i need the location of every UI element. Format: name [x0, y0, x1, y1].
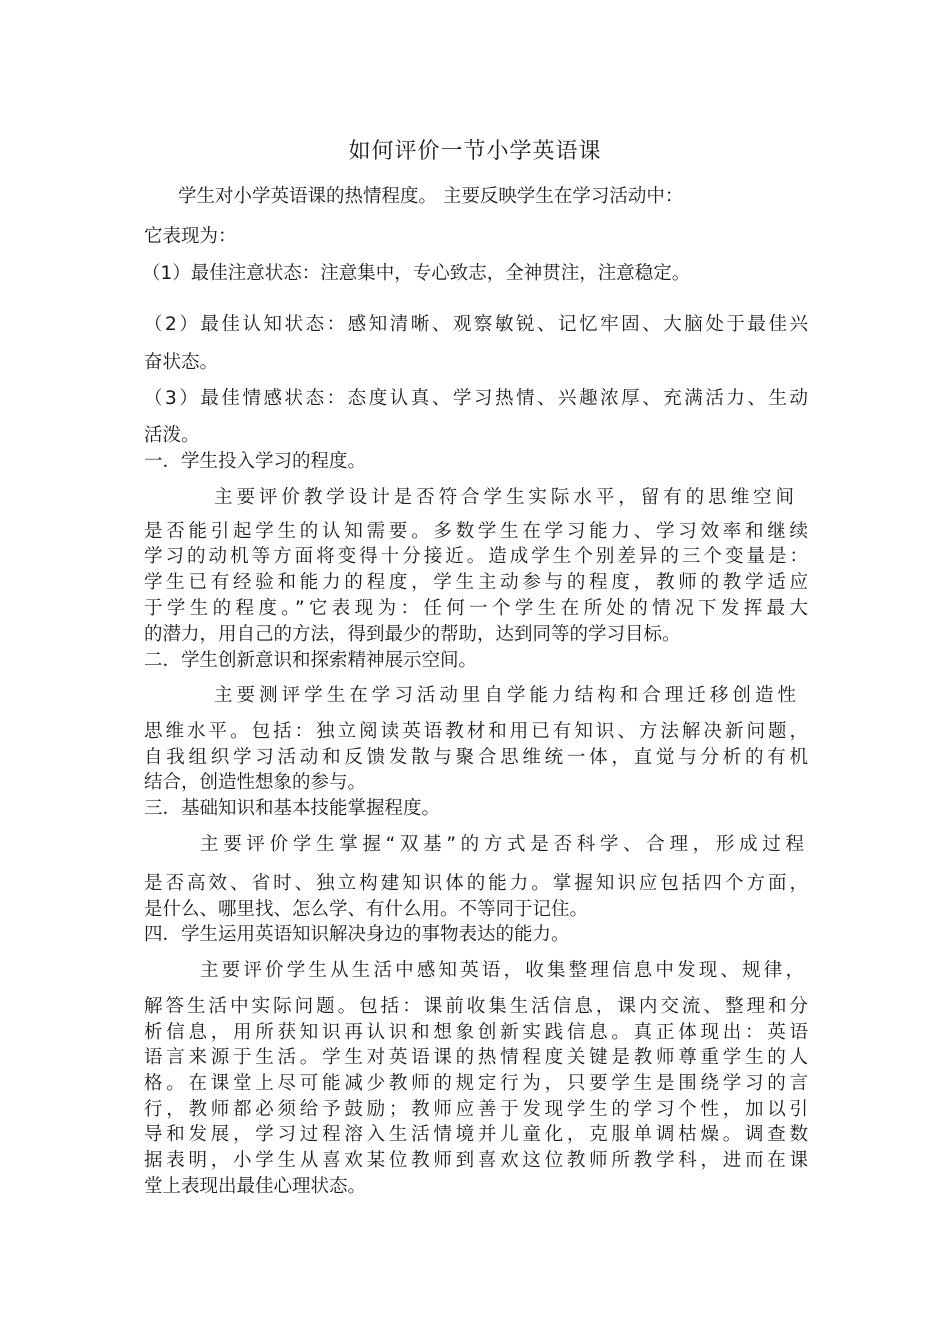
section-heading: 一．学生投入学习的程度。	[144, 451, 367, 472]
text-line: 活泼。	[144, 425, 200, 446]
text-line: 学生对小学英语课的热情程度。 主要反映学生在学习活动中：	[178, 186, 684, 207]
text-line: 奋状态。	[144, 352, 219, 373]
text-line: 它表现为：	[144, 226, 237, 247]
text-line: 是什么、哪里找、怎么学、有什么用。不等同于记住。	[144, 899, 589, 920]
text-line: 主要评价教学设计是否符合学生实际水平，留有的思维空间	[214, 487, 794, 508]
text-line: 据表明，小学生从喜欢某位教师到喜欢这位教师所教学科，进而在课	[144, 1150, 808, 1171]
text-line: 格。在课堂上尽可能减少教师的规定行为，只要学生是围绕学习的言	[144, 1073, 808, 1094]
text-line: 主要评价学生掌握“双基”的方式是否科学、合理，形成过程	[200, 834, 804, 855]
text-line: 行，教师都必须给予鼓励；教师应善于发现学生的学习个性，加以引	[144, 1099, 808, 1120]
section-heading: 二．学生创新意识和探索精神展示空间。	[144, 650, 478, 671]
section-heading: 三．基础知识和基本技能掌握程度。	[144, 798, 441, 819]
text-line: （1）最佳注意状态：注意集中，专心致志，全神贯注，注意稳定。	[142, 263, 691, 284]
text-line: 自我组织学习活动和反馈发散与聚合思维统一体，直觉与分析的有机	[144, 747, 808, 768]
document-title: 如何评价一节小学英语课	[348, 139, 602, 164]
text-line: 语言来源于生活。学生对英语课的热情程度关键是教师尊重学生的人	[144, 1047, 808, 1068]
text-line: 堂上表现出最佳心理状态。	[144, 1176, 367, 1197]
text-line: 析信息，用所获知识再认识和想象创新实践信息。真正体现出：英语	[144, 1022, 808, 1043]
text-line: 学习的动机等方面将变得十分接近。造成学生个别差异的三个变量是：	[144, 546, 808, 567]
text-line: 解答生活中实际问题。包括：课前收集生活信息，课内交流、整理和分	[144, 996, 808, 1017]
text-line: 导和发展，学习过程溶入生活情境并儿童化，克服单调枯燥。调查数	[144, 1124, 808, 1145]
text-line: 主要评价学生从生活中感知英语，收集整理信息中发现、规律，	[200, 960, 804, 981]
section-heading: 四．学生运用英语知识解决身边的事物表达的能力。	[144, 924, 570, 945]
text-line: 思维水平。包括：独立阅读英语教材和用已有知识、方法解决新问题，	[144, 721, 808, 742]
text-line: （2）最佳认知状态：感知清晰、观察敏锐、记忆牢固、大脑处于最佳兴	[144, 314, 808, 335]
text-line: 是否能引起学生的认知需要。多数学生在学习能力、学习效率和继续	[144, 521, 808, 542]
text-line: 主要测评学生在学习活动里自学能力结构和合理迁移创造性	[214, 685, 796, 706]
text-line: 是否高效、省时、独立构建知识体的能力。掌握知识应包括四个方面，	[144, 873, 808, 894]
text-line: 结合，创造性想象的参与。	[144, 772, 367, 793]
text-line: 学生已有经验和能力的程度，学生主动参与的程度，教师的教学适应	[144, 572, 808, 593]
text-line: 于学生的程度。”它表现为：任何一个学生在所处的情况下发挥最大	[144, 598, 808, 619]
text-line: （3）最佳情感状态：态度认真、学习热情、兴趣浓厚、充满活力、生动	[144, 388, 808, 409]
text-line: 的潜力，用自己的方法，得到最少的帮助，达到同等的学习目标。	[144, 624, 681, 645]
